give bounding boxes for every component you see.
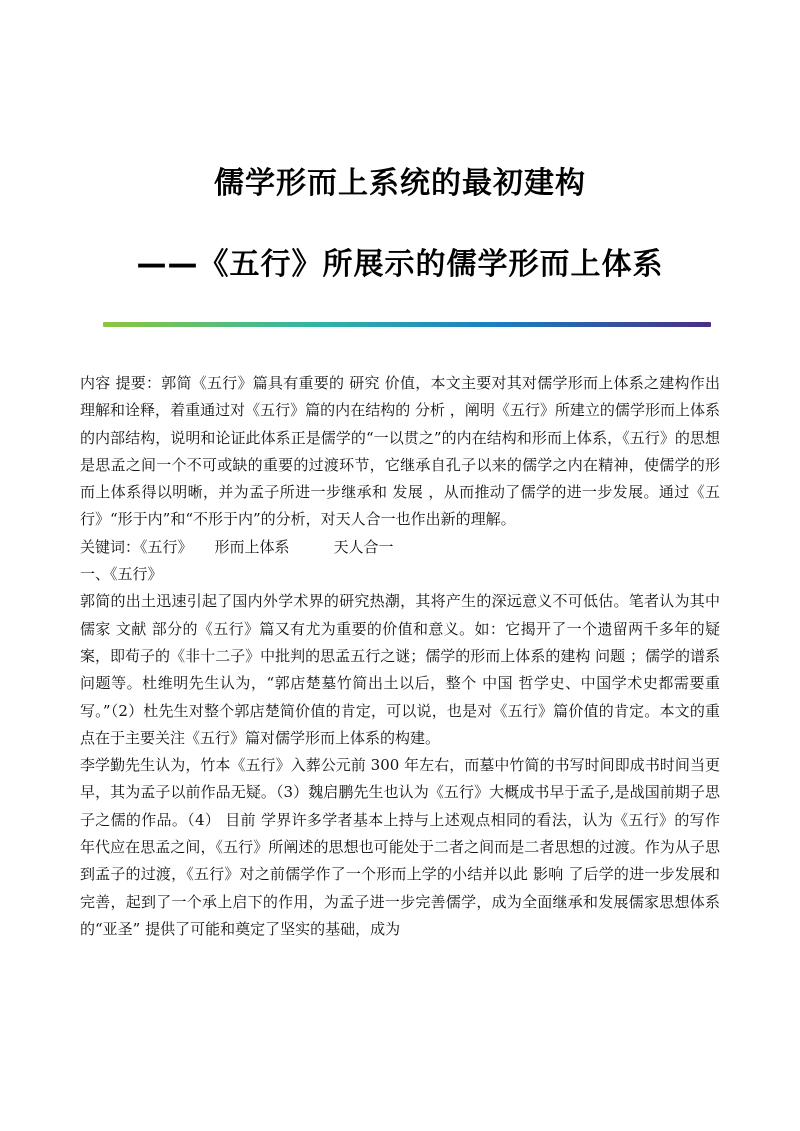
document-body — [80, 370, 720, 943]
keywords-line — [80, 534, 720, 561]
keywords-label: 关键词： — [80, 537, 141, 556]
keyword-2: 形而上体系 — [214, 537, 290, 556]
keyword-1: 《五行》 — [140, 537, 193, 556]
body-paragraph-2: 李学勤先生认为，竹本《五行》入葬公元前 300 年左右，而墓中竹简的书写时间即成书时间当更早，其为孟子以前作品无疑。（3）魏启鹏先生也认为《五行》大概成书早于孟子,是战国前期子思子之儒的作品。（4） 目前 学界许多学者基本上持与上述观点相同的看法，认为《五行》的写作年代应在思孟之间，《五行》所阐述的思想也可能处于二者之间而是二者思想的过渡。作为从子思到孟子的过渡，《五行》对之前儒学作了一个形而上学的小结并以此 影响 了后学的进一步发展和完善，起到了一个承上启下的作用，为孟子进一步完善儒学，成为全面继承和发展儒家思想体系的“亚圣” 提供了可能和奠定了坚实的基础，成为 — [80, 756, 720, 938]
main-title: 儒学形而上系统的最初建构 — [214, 166, 586, 201]
abstract-paragraph: 内容 提要：郭简《五行》篇具有重要的 研究 价值，本文主要对其对儒学形而上体系之建构作出理解和诠释，着重通过对《五行》篇的内在结构的 分析 ，阐明《五行》所建立的儒学形而上体系的内部结构，说明和论证此体系正是儒学的“一以贯之”的内在结构和形而上体系，《五行》的思想是思孟之间一个不可或缺的重要的过渡环节，它继承自孔子以来的儒学之内在精神，使儒学的形而上体系得以明晰，并为孟子所进一步继承和 发展 ，从而推动了儒学的进一步发展。通过《五行》“形于内”和“不形于内”的分析，对天人合一也作出新的理解。 — [80, 374, 720, 529]
body-paragraph-1: 郭简的出土迅速引起了国内外学术界的研究热潮，其将产生的深远意义不可低估。笔者认为其中儒家 文献 部分的《五行》篇又有尤为重要的价值和意义。如：它揭开了一个遗留两千多年的疑案，即荀子的《非十二子》中批判的思孟五行之谜；儒学的形而上体系的建构 问题 ；儒学的谱系问题等。杜维明先生认为，“郭店楚墓竹简出土以后，整个 中国 哲学史、中国学术史都需要重写。”（2）杜先生对整个郭店楚简价值的肯定，可以说，也是对《五行》篇价值的肯定。本文的重点在于主要关注《五行》篇对儒学形而上体系的构建。 — [80, 592, 720, 747]
keyword-3: 天人合一 — [333, 537, 394, 556]
section-heading: 一、《五行》 — [80, 565, 163, 584]
subtitle: ——《五行》所展示的儒学形而上体系 — [136, 247, 664, 282]
gradient-divider — [103, 322, 711, 327]
